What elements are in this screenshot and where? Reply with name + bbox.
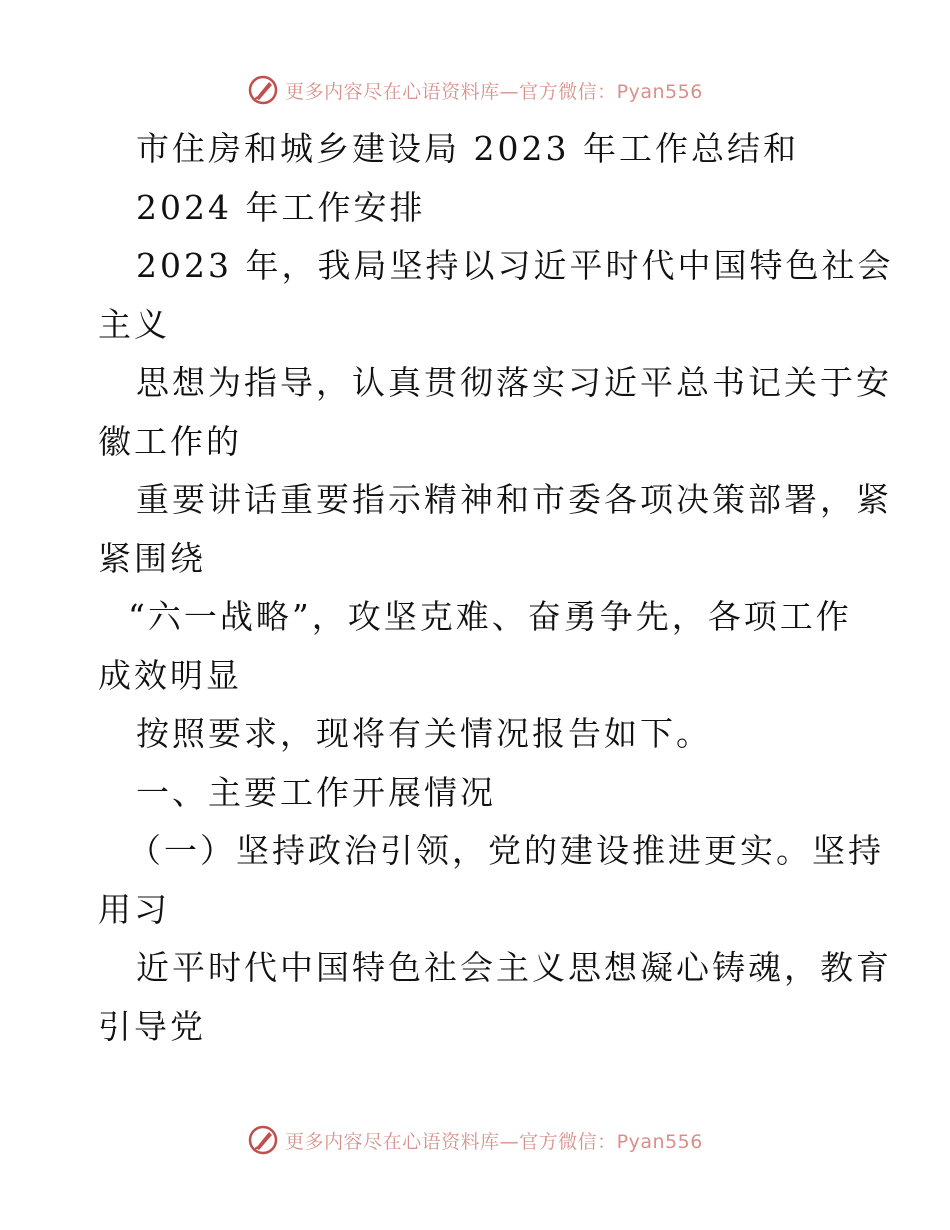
paragraph-line: 徽工作的	[98, 421, 242, 461]
paragraph-line: 用习	[98, 889, 170, 929]
paragraph-line: 思想为指导，认真贯彻落实习近平总书记关于安	[136, 363, 892, 402]
watermark-text-top: 更多内容尽在心语资料库—官方微信：Pyan556	[285, 80, 703, 103]
paragraph-line: 2023 年，我局坚持以习近平时代中国特色社会	[136, 246, 894, 285]
watermark-banner-bottom	[0, 1120, 950, 1160]
paragraph-line: 成效明显	[98, 655, 242, 695]
quill-pen-circle-icon	[247, 1124, 279, 1156]
doc-title-line-2: 2024 年工作安排	[136, 187, 426, 227]
paragraph-line: 重要讲话重要指示精神和市委各项决策部署，紧	[136, 480, 892, 519]
watermark-text-bottom: 更多内容尽在心语资料库—官方微信：Pyan556	[285, 1130, 703, 1153]
paragraph-line: 紧围绕	[98, 538, 206, 578]
document-body	[98, 120, 894, 1056]
doc-title-line-1: 市住房和城乡建设局 2023 年工作总结和	[136, 129, 799, 168]
paragraph-line: “六一战略”，攻坚克难、奋勇争先，各项工作	[128, 597, 852, 636]
paragraph-line: 主义	[98, 304, 170, 344]
paragraph-line: 近平时代中国特色社会主义思想凝心铸魂，教育	[136, 948, 892, 987]
paragraph-line: 引导党	[98, 1006, 206, 1046]
quill-pen-circle-icon	[247, 74, 279, 106]
section-heading: 一、主要工作开展情况	[136, 772, 496, 812]
watermark-banner-top	[0, 70, 950, 110]
subsection-heading: （一）坚持政治引领，党的建设推进更实。坚持	[128, 831, 884, 870]
paragraph-line: 按照要求，现将有关情况报告如下。	[136, 714, 712, 753]
